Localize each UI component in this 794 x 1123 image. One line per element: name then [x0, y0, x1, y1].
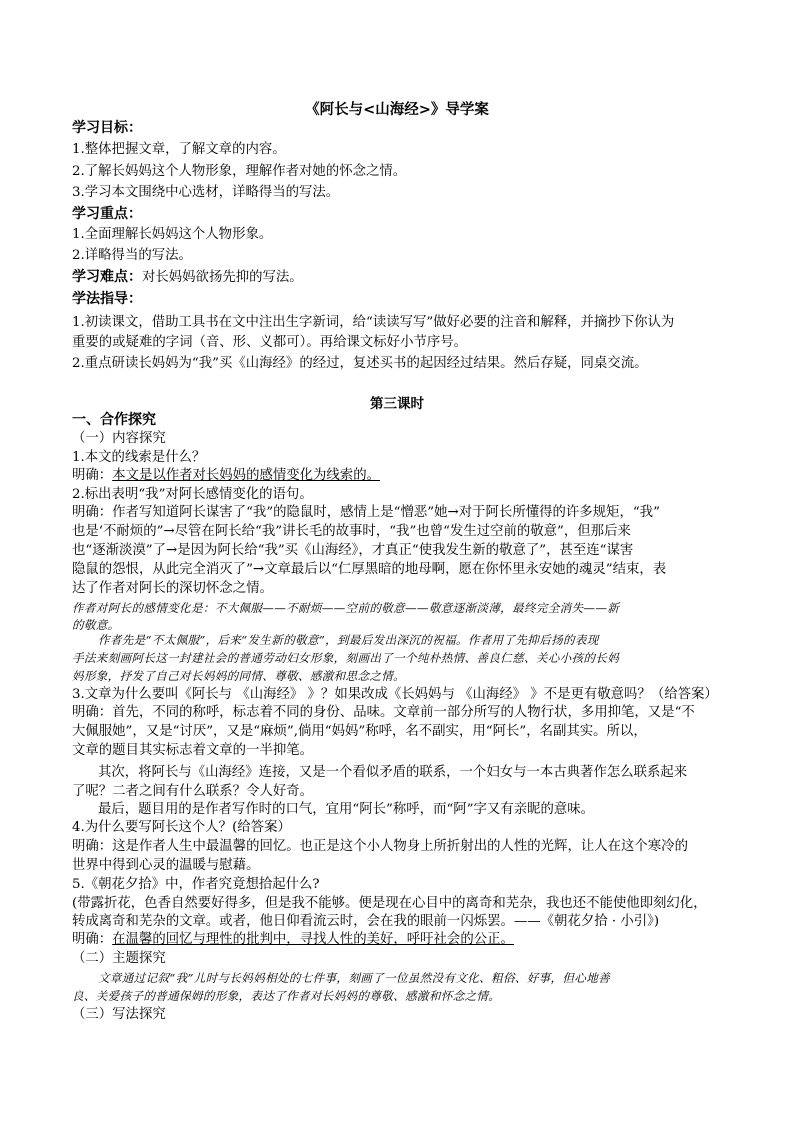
answer-2-line-5: 达了作者对阿长的深切怀念之情。	[72, 581, 273, 596]
lesson-title: 第三课时	[370, 396, 424, 412]
answer-4-line-2: 世界中得到心灵的温暖与慰藉。	[72, 858, 260, 873]
method-line-1: 1.初读课文，借助工具书在文中注出生字新词，给“读读写写”做好必要的注音和解释，并摘抄下你认为	[72, 315, 675, 330]
answer-2-line-2: 也是‘不耐烦的”→尽管在阿长给“我”讲长毛的故事时，“我”也曾“发生过空前的敬意”，但那后来	[72, 524, 631, 539]
section-heading-cooperative: 一、合作探究	[72, 412, 156, 428]
theme-line-1: 文章通过记叙“我”儿时与长妈妈相处的七件事，刻画了一位虽然没有文化、粗俗、好事，但心地善	[98, 971, 610, 985]
method-line-2: 重要的或疑难的字词（音、形、义都可）。再给课文标好小节序号。	[72, 335, 468, 350]
key-point-1: 1.全面理解长妈妈这个人物形象。	[72, 227, 273, 242]
question-3: 3.文章为什么要叫《阿长与 《山海经》 》？如果改成《长妈妈与 《山海经》 》不是更有敬意吗？（给答案）	[72, 687, 718, 702]
answer-5	[72, 930, 514, 950]
handwritten-note-1b: 的敬意。	[72, 618, 120, 632]
handwritten-note-1a: 作者对阿长的感情变化是：不大佩服——不耐烦——空前的敬意——敬意逐渐淡薄，最终完全消失——新	[72, 601, 620, 615]
answer-2-line-1: 明确：作者写知道阿长谋害了“我”的隐鼠时，感情上是“憎恶”她→对于阿长所懂得的许多规矩，“我”	[72, 505, 660, 520]
answer-5-text: 在温馨的回忆与理性的批判中，寻找人性的美好，呼吁社会的公正。	[112, 932, 514, 947]
answer-5-label: 明确：	[72, 932, 113, 947]
answer-3-para-2-line-1: 其次，将阿长与《山海经》连接，又是一个看似矛盾的联系，一个妇女与一本古典著作怎么联系起来	[98, 765, 688, 780]
answer-2-line-3: 也“逐渐淡漠”了→是因为阿长给“我”买《山海经》，才真正“使我发生新的敬意了”，甚至连“谋害	[72, 543, 634, 558]
handwritten-note-2-line-3: 妈形象，抒发了自己对长妈妈的同情、尊敬、感激和思念之情。	[72, 669, 406, 683]
answer-1-label: 明确：	[72, 468, 113, 483]
answer-4-line-1: 明确：这是作者人生中最温馨的回忆。也正是这个小人物身上所折射出的人性的光辉，让人在这个寒冷的	[72, 839, 688, 854]
subsection-writing: （三）写法探究	[72, 1007, 166, 1022]
difficulty-label: 学习难点：	[72, 269, 142, 285]
subsection-content: （一）内容探究	[72, 431, 166, 446]
goal-item-1: 1.整体把握文章，了解文章的内容。	[72, 142, 286, 157]
answer-2-line-4: 隐鼠的怨恨，从此完全消灭了”→文章最后以“仁厚黑暗的地母啊，愿在你怀里永安她的魂灵”结束，表	[72, 562, 667, 577]
goal-item-2: 2.了解长妈妈这个人物形象，理解作者对她的怀念之情。	[72, 164, 407, 179]
answer-1	[72, 466, 380, 486]
question-5: 5.《朝花夕拾》中，作者究竟想拾起什么?	[72, 877, 320, 892]
document-title: 《阿长与<山海经>》导学案	[305, 102, 489, 118]
question-5-quote-line-2: 转成离奇和芜杂的文章。或者，他日仰看流云时，会在我的眼前一闪烁罢。——《朝花夕拾 · 小引》)	[72, 914, 660, 929]
goal-item-3: 3.学习本文围绕中心选材，详略得当的写法。	[72, 185, 340, 200]
answer-3-line-3: 文章的题目其实标志着文章的一半抑笔。	[72, 743, 314, 758]
question-4: 4.为什么要写阿长这个人？(给答案）	[72, 820, 291, 835]
question-2: 2.标出表明“我”对阿长感情变化的语句。	[72, 487, 313, 502]
subsection-theme: （二）主题探究	[72, 951, 166, 966]
answer-3-para-2-line-2: 了呢？二者之间有什么联系？令人好奇。	[72, 784, 314, 799]
method-line-3: 2.重点研读长妈妈为“我”买《山海经》的经过，复述买书的起因经过结果。然后存疑，同桌交流。	[72, 356, 648, 371]
difficulty-line	[72, 267, 303, 288]
answer-3-line-2: 大佩服她”，又是“讨厌”，又是“麻烦”,倘用“妈妈”称呼，名不副实，用“阿长”，名副其实。所以，	[72, 724, 647, 739]
answer-3-para-3: 最后，题目用的是作者写作时的口气，宜用“阿长”称呼，而“阿”字又有亲昵的意味。	[98, 802, 595, 817]
question-1: 1.本文的线索是什么？	[72, 450, 206, 465]
answer-3-line-1: 明确：首先，不同的称呼，标志着不同的身份、品味。文章前一部分所写的人物行状，多用抑笔，又是“不	[72, 705, 695, 720]
key-point-2: 2.详略得当的写法。	[72, 248, 192, 263]
handwritten-note-2-line-1: 作者先是“不太佩服”，后来“发生新的敬意”，到最后发出深沉的祝福。作者用了先抑后扬的表现	[98, 633, 599, 647]
method-heading: 学法指导：	[72, 291, 142, 307]
theme-line-2: 良、关爱孩子的普通保姆的形象，表达了作者对长妈妈的尊敬、感激和怀念之情。	[72, 989, 501, 1003]
answer-1-text: 本文是以作者对长妈妈的感情变化为线索的。	[112, 468, 380, 483]
difficulty-text: 对长妈妈欲扬先抑的写法。	[142, 270, 303, 285]
question-5-quote-line-1: (带露折花，色香自然要好得多，但是我不能够。便是现在心目中的离奇和芜杂，我也还不能使他即刻幻化，	[72, 896, 707, 911]
key-points-heading: 学习重点：	[72, 206, 142, 222]
handwritten-note-2-line-2: 手法来刻画阿长这一封建社会的普通劳动妇女形象，刻画出了一个纯朴热情、善良仁慈、关心小孩的长妈	[72, 651, 620, 665]
goals-heading: 学习目标：	[72, 120, 142, 136]
